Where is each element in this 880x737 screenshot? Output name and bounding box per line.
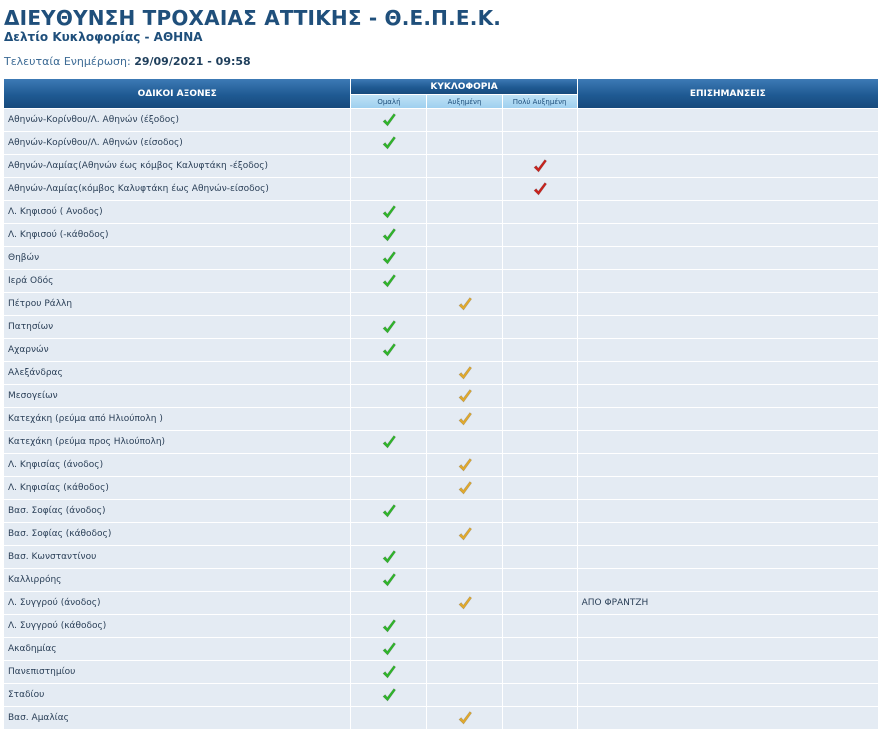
status-cell-normal (351, 523, 426, 545)
status-cell-increased (427, 155, 501, 177)
status-cell-increased (427, 316, 501, 338)
status-cell-increased (427, 569, 501, 591)
column-header-axes: ΟΔΙΚΟΙ ΑΞΟΝΕΣ (4, 79, 350, 108)
note-cell (578, 224, 878, 246)
checkmark-icon (532, 181, 548, 197)
checkmark-icon (381, 227, 397, 243)
table-row (4, 500, 878, 522)
page-header (0, 0, 880, 68)
subheader-very-increased: Πολύ Αυξημένη (503, 95, 577, 108)
road-name: Κατεχάκη (ρεύμα προς Ηλιούπολη) (4, 431, 350, 453)
checkmark-icon (381, 319, 397, 335)
status-cell-normal (351, 201, 426, 223)
table-row (4, 109, 878, 131)
traffic-table (3, 78, 879, 730)
note-cell (578, 500, 878, 522)
status-cell-normal (351, 477, 426, 499)
status-cell-very (503, 293, 577, 315)
status-cell-increased (427, 500, 501, 522)
status-cell-normal (351, 270, 426, 292)
status-cell-normal (351, 385, 426, 407)
page-subtitle: Δελτίο Κυκλοφορίας - ΑΘΗΝΑ (4, 30, 203, 44)
status-cell-increased (427, 178, 501, 200)
road-name: Βασ. Σοφίας (άνοδος) (4, 500, 350, 522)
checkmark-icon (381, 503, 397, 519)
road-name: Αχαρνών (4, 339, 350, 361)
note-cell (578, 661, 878, 683)
status-cell-normal (351, 454, 426, 476)
note-cell (578, 707, 878, 729)
table-row (4, 155, 878, 177)
note-cell (578, 638, 878, 660)
page-title: ΔΙΕΥΘΥΝΣΗ ΤΡΟΧΑΙΑΣ ΑΤΤΙΚΗΣ - Θ.Ε.Π.Ε.Κ. (4, 6, 502, 30)
table-row (4, 615, 878, 637)
status-cell-very (503, 178, 577, 200)
status-cell-normal (351, 592, 426, 614)
status-cell-normal (351, 224, 426, 246)
note-cell (578, 155, 878, 177)
status-cell-very (503, 224, 577, 246)
status-cell-increased (427, 293, 501, 315)
table-row (4, 592, 878, 614)
status-cell-increased (427, 707, 501, 729)
note-cell: ΑΠΟ ΦΡΑΝΤΖΗ (578, 592, 878, 614)
status-cell-normal (351, 500, 426, 522)
table-row (4, 638, 878, 660)
status-cell-increased (427, 224, 501, 246)
status-cell-increased (427, 684, 501, 706)
road-name: Κατεχάκη (ρεύμα από Ηλιούπολη ) (4, 408, 350, 430)
checkmark-icon (381, 135, 397, 151)
note-cell (578, 546, 878, 568)
road-name: Ακαδημίας (4, 638, 350, 660)
road-name: Βασ. Αμαλίας (4, 707, 350, 729)
subheader-normal: Ομαλή (351, 95, 426, 108)
status-cell-normal (351, 707, 426, 729)
note-cell (578, 684, 878, 706)
status-cell-increased (427, 592, 501, 614)
checkmark-icon (457, 526, 473, 542)
table-row (4, 546, 878, 568)
note-cell (578, 385, 878, 407)
note-cell (578, 615, 878, 637)
status-cell-very (503, 661, 577, 683)
status-cell-increased (427, 638, 501, 660)
status-cell-increased (427, 132, 501, 154)
note-cell (578, 339, 878, 361)
status-cell-very (503, 546, 577, 568)
checkmark-icon (381, 618, 397, 634)
status-cell-increased (427, 270, 501, 292)
road-name: Αθηνών-Κορίνθου/Λ. Αθηνών (είσοδος) (4, 132, 350, 154)
note-cell (578, 408, 878, 430)
status-cell-very (503, 201, 577, 223)
table-row (4, 316, 878, 338)
note-cell (578, 431, 878, 453)
status-cell-very (503, 408, 577, 430)
note-cell (578, 270, 878, 292)
road-name: Αθηνών-Κορίνθου/Λ. Αθηνών (έξοδος) (4, 109, 350, 131)
table-row (4, 684, 878, 706)
note-cell (578, 523, 878, 545)
note-cell (578, 109, 878, 131)
road-name: Λ. Κηφισού ( Ανοδος) (4, 201, 350, 223)
status-cell-very (503, 684, 577, 706)
checkmark-icon (457, 411, 473, 427)
status-cell-increased (427, 201, 501, 223)
checkmark-icon (381, 664, 397, 680)
road-name: Αθηνών-Λαμίας(Αθηνών έως κόμβος Καλυφτάκη -έξοδος) (4, 155, 350, 177)
checkmark-icon (381, 641, 397, 657)
table-row (4, 477, 878, 499)
road-name: Αλεξάνδρας (4, 362, 350, 384)
status-cell-increased (427, 523, 501, 545)
table-row (4, 362, 878, 384)
checkmark-icon (381, 342, 397, 358)
road-name: Πέτρου Ράλλη (4, 293, 350, 315)
road-name: Λ. Κηφισίας (άνοδος) (4, 454, 350, 476)
note-cell (578, 293, 878, 315)
status-cell-normal (351, 431, 426, 453)
checkmark-icon (457, 457, 473, 473)
status-cell-normal (351, 684, 426, 706)
table-row (4, 178, 878, 200)
status-cell-increased (427, 431, 501, 453)
note-cell (578, 316, 878, 338)
status-cell-increased (427, 408, 501, 430)
status-cell-very (503, 454, 577, 476)
status-cell-normal (351, 132, 426, 154)
status-cell-very (503, 638, 577, 660)
note-cell (578, 247, 878, 269)
last-update (4, 55, 876, 68)
status-cell-very (503, 477, 577, 499)
status-cell-very (503, 385, 577, 407)
status-cell-increased (427, 477, 501, 499)
road-name: Λ. Κηφισού (-κάθοδος) (4, 224, 350, 246)
status-cell-normal (351, 546, 426, 568)
road-name: Λ. Συγγρού (άνοδος) (4, 592, 350, 614)
status-cell-very (503, 615, 577, 637)
traffic-rows (4, 109, 878, 729)
road-name: Ιερά Οδός (4, 270, 350, 292)
status-cell-increased (427, 362, 501, 384)
status-cell-very (503, 109, 577, 131)
status-cell-increased (427, 339, 501, 361)
road-name: Θηβών (4, 247, 350, 269)
road-name: Μεσογείων (4, 385, 350, 407)
status-cell-very (503, 155, 577, 177)
status-cell-normal (351, 661, 426, 683)
last-update-label: Τελευταία Ενημέρωση: (4, 55, 131, 68)
checkmark-icon (457, 595, 473, 611)
status-cell-increased (427, 615, 501, 637)
checkmark-icon (532, 158, 548, 174)
table-row (4, 270, 878, 292)
table-row (4, 523, 878, 545)
road-name: Λ. Συγγρού (κάθοδος) (4, 615, 350, 637)
status-cell-very (503, 592, 577, 614)
status-cell-very (503, 247, 577, 269)
road-name: Πανεπιστημίου (4, 661, 350, 683)
status-cell-normal (351, 615, 426, 637)
subheader-increased: Αυξημένη (427, 95, 501, 108)
checkmark-icon (381, 687, 397, 703)
note-cell (578, 569, 878, 591)
road-name: Βασ. Σοφίας (κάθοδος) (4, 523, 350, 545)
table-row (4, 247, 878, 269)
note-cell (578, 362, 878, 384)
table-row (4, 201, 878, 223)
table-row (4, 293, 878, 315)
checkmark-icon (381, 572, 397, 588)
checkmark-icon (381, 112, 397, 128)
status-cell-normal (351, 408, 426, 430)
status-cell-normal (351, 638, 426, 660)
status-cell-very (503, 569, 577, 591)
status-cell-very (503, 523, 577, 545)
status-cell-very (503, 316, 577, 338)
road-name: Καλλιρρόης (4, 569, 350, 591)
note-cell (578, 132, 878, 154)
table-row (4, 339, 878, 361)
status-cell-very (503, 270, 577, 292)
checkmark-icon (457, 480, 473, 496)
status-cell-very (503, 132, 577, 154)
status-cell-increased (427, 661, 501, 683)
checkmark-icon (381, 250, 397, 266)
status-cell-very (503, 431, 577, 453)
road-name: Βασ. Κωνσταντίνου (4, 546, 350, 568)
checkmark-icon (457, 710, 473, 726)
status-cell-normal (351, 569, 426, 591)
status-cell-normal (351, 178, 426, 200)
column-header-traffic: ΚΥΚΛΟΦΟΡΙΑ (351, 79, 576, 94)
road-name: Σταδίου (4, 684, 350, 706)
table-row (4, 707, 878, 729)
table-row (4, 224, 878, 246)
road-name: Λ. Κηφισίας (κάθοδος) (4, 477, 350, 499)
note-cell (578, 454, 878, 476)
road-name: Αθηνών-Λαμίας(κόμβος Καλυφτάκη έως Αθηνών-είσοδος) (4, 178, 350, 200)
table-row (4, 408, 878, 430)
checkmark-icon (381, 204, 397, 220)
status-cell-normal (351, 155, 426, 177)
status-cell-normal (351, 316, 426, 338)
status-cell-increased (427, 454, 501, 476)
table-row (4, 431, 878, 453)
column-header-notes: ΕΠΙΣΗΜΑΝΣΕΙΣ (578, 79, 878, 108)
status-cell-increased (427, 247, 501, 269)
table-row (4, 661, 878, 683)
status-cell-normal (351, 362, 426, 384)
status-cell-very (503, 707, 577, 729)
status-cell-increased (427, 546, 501, 568)
table-row (4, 132, 878, 154)
table-row (4, 454, 878, 476)
table-row (4, 385, 878, 407)
note-cell (578, 477, 878, 499)
status-cell-very (503, 339, 577, 361)
status-cell-normal (351, 109, 426, 131)
last-update-value: 29/09/2021 - 09:58 (134, 55, 251, 68)
checkmark-icon (457, 365, 473, 381)
road-name: Πατησίων (4, 316, 350, 338)
note-cell (578, 201, 878, 223)
checkmark-icon (381, 434, 397, 450)
note-cell (578, 178, 878, 200)
status-cell-normal (351, 339, 426, 361)
checkmark-icon (457, 388, 473, 404)
table-row (4, 569, 878, 591)
status-cell-normal (351, 293, 426, 315)
status-cell-increased (427, 109, 501, 131)
status-cell-very (503, 362, 577, 384)
checkmark-icon (381, 549, 397, 565)
checkmark-icon (381, 273, 397, 289)
checkmark-icon (457, 296, 473, 312)
status-cell-normal (351, 247, 426, 269)
status-cell-very (503, 500, 577, 522)
status-cell-increased (427, 385, 501, 407)
